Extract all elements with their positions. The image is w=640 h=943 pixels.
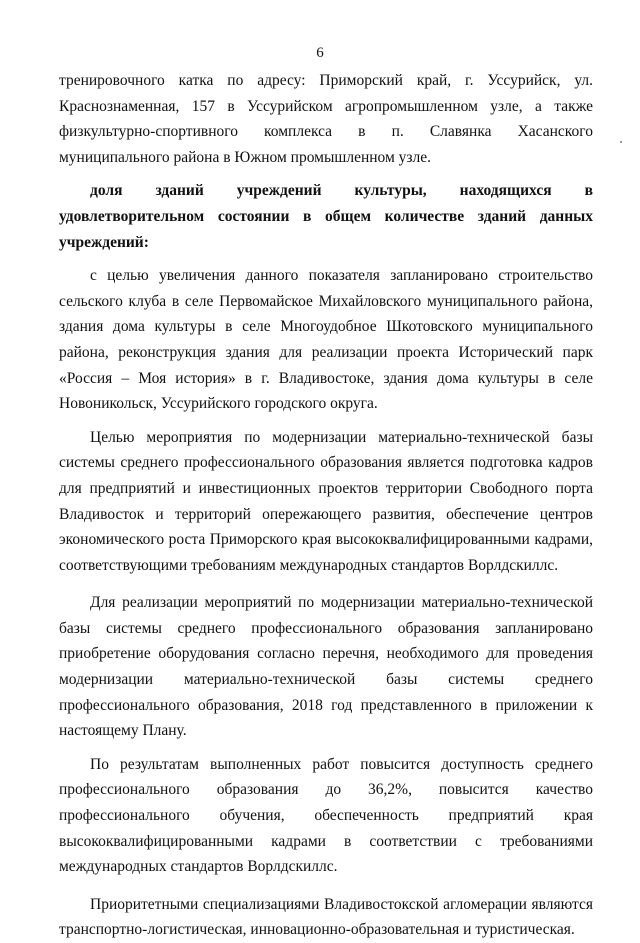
paragraph-results: По результатам выполненных работ повысится доступность среднего профессионального образования до 36,2%, повысится качество профессионального обучения, обеспеченность предприятий края высококвалифицированными кадрами в соответствии с требованиями международных стандартов Ворлдскиллс. bbox=[59, 755, 593, 876]
paragraph-heading-culture: доля зданий учреждений культуры, находящихся в удовлетворительном состоянии в общем количестве зданий данных учреждений: bbox=[59, 182, 593, 251]
paragraph-culture-plan: с целью увеличения данного показателя запланировано строительство сельского клуба в селе Первомайское Михайловского муниципального района, здания дома культуры в селе Многоудобное Шкотовского муниципального района, реконструкция здания для реализации проекта Исторический парк «Россия – Моя история» в г. Владивостоке, здания дома культуры в селе Новоникольск, Уссурийского городского округа. bbox=[59, 267, 593, 413]
paragraph-modernization-goal: Целью мероприятия по модернизации материально-технической базы системы среднего профессионального образования является подготовка кадров для предприятий и инвестиционных проектов территории Свободного порта Владивосток и территорий опережающего развития, обеспечение центров экономического роста Приморского края высококвалифицированными кадрами, соответствующими требованиям международных стандартов Ворлдскиллс. bbox=[59, 428, 593, 574]
document-body bbox=[59, 68, 593, 943]
paragraph-priorities: Приоритетными специализациями Владивостокской агломерации являются транспортно-логистическая, инновационно-образовательная и туристическая. bbox=[59, 895, 593, 939]
scan-speck bbox=[620, 141, 622, 143]
paragraph-equipment: Для реализации мероприятий по модернизации материально-технической базы системы среднего профессионального образования запланировано приобретение оборудования согласно перечня, необходимого для проведения модернизации материально-технической базы системы среднего профессионального образования, 2018 год представленного в приложении к настоящему Плану. bbox=[59, 594, 593, 740]
page-number: 6 bbox=[316, 45, 324, 61]
paragraph-continuation: тренировочного катка по адресу: Приморский край, г. Уссурийск, ул. Краснознаменная, 157 в Уссурийском агропромышленном узле, а также физкультурно-спортивного комплекса в п. Славянка Хасанского муниципального района в Южном промышленном узле. bbox=[59, 72, 593, 166]
